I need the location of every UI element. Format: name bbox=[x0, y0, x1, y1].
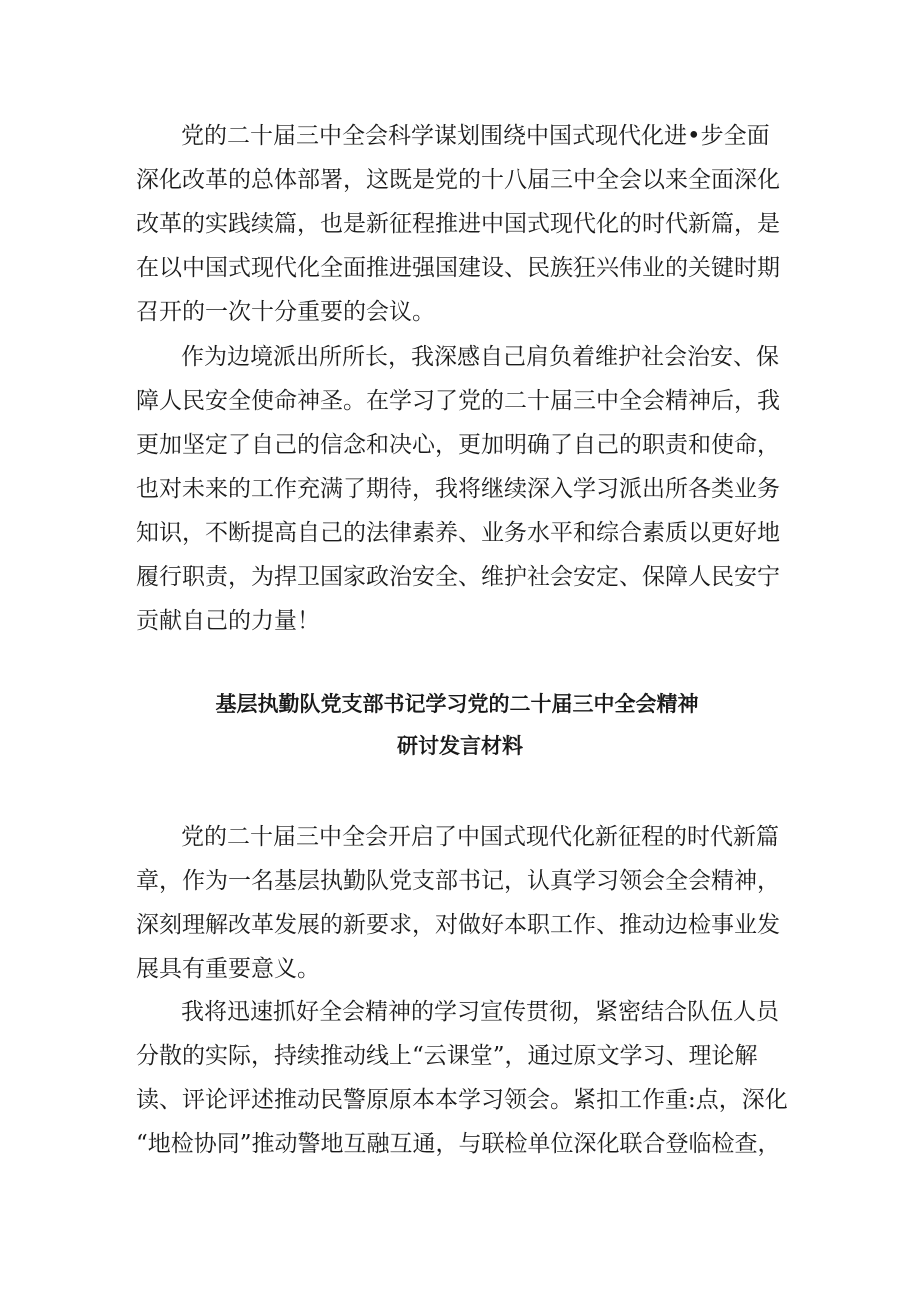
text-line: 读、评论评述推动民警原原本本学习领会。紧扣工作重:点，深化 bbox=[136, 1087, 788, 1113]
paragraph-2 bbox=[136, 335, 798, 643]
text-line: “地检协同”推动警地互融互通，与联检单位深化联合登临检查， bbox=[136, 1131, 781, 1157]
text-line: 更加坚定了自己的信念和决心，更加明确了自己的职责和使命， bbox=[136, 432, 780, 458]
text-line: 知识，不断提高自己的法律素养、业务水平和综合素质以更好地 bbox=[136, 520, 780, 546]
text-line: 也对未来的工作充满了期待，我将继续深入学习派出所各类业务 bbox=[136, 476, 780, 502]
paragraph-3 bbox=[136, 815, 798, 991]
text-line: 党的二十届三中全会科学谋划围绕中国式现代化进•步全面 bbox=[181, 123, 770, 149]
text-line: 深化改革的总体部署，这既是党的十八届三中全会以来全面深化 bbox=[136, 167, 780, 193]
text-line: 党的二十届三中全会开启了中国式现代化新征程的时代新篇 bbox=[181, 824, 779, 850]
text-line: 我将迅速抓好全会精神的学习宣传贯彻，紧密结合队伍人员 bbox=[181, 999, 779, 1025]
text-line: 分散的实际，持续推动线上“云课堂”，通过原文学习、理论解 bbox=[136, 1043, 758, 1069]
heading-subtitle: 研讨发言材料 bbox=[397, 734, 523, 758]
paragraph-4 bbox=[136, 990, 798, 1166]
text-line: 在以中国式现代化全面推进强国建设、民族狂兴伟业的关键时期 bbox=[136, 255, 780, 281]
text-line: 贡献自己的力量！ bbox=[136, 608, 320, 634]
text-line: 深刻理解改革发展的新要求，对做好本职工作、推动边检事业发 bbox=[136, 912, 780, 938]
text-line: 章，作为一名基层执勤队党支部书记，认真学习领会全会精神， bbox=[136, 868, 780, 894]
text-line: 障人民安全使命神圣。在学习了党的二十届三中全会精神后，我 bbox=[136, 388, 780, 414]
text-line: 改革的实践续篇，也是新征程推进中国式现代化的时代新篇，是 bbox=[136, 211, 780, 237]
text-line: 召开的一次十分重要的会议。 bbox=[136, 299, 435, 325]
heading-line: 基层执勤队党支部书记学习党的二十届三中全会精神 bbox=[215, 692, 699, 716]
text-line: 展具有重要意义。 bbox=[136, 956, 320, 982]
text-line: 履行职责，为捍卫国家政治安全、维护社会安定、保障人民安宁 bbox=[136, 564, 780, 590]
paragraph-1 bbox=[136, 114, 798, 334]
section-heading bbox=[0, 683, 920, 767]
text-line: 作为边境派出所所长，我深感自己肩负着维护社会治安、保 bbox=[181, 344, 779, 370]
